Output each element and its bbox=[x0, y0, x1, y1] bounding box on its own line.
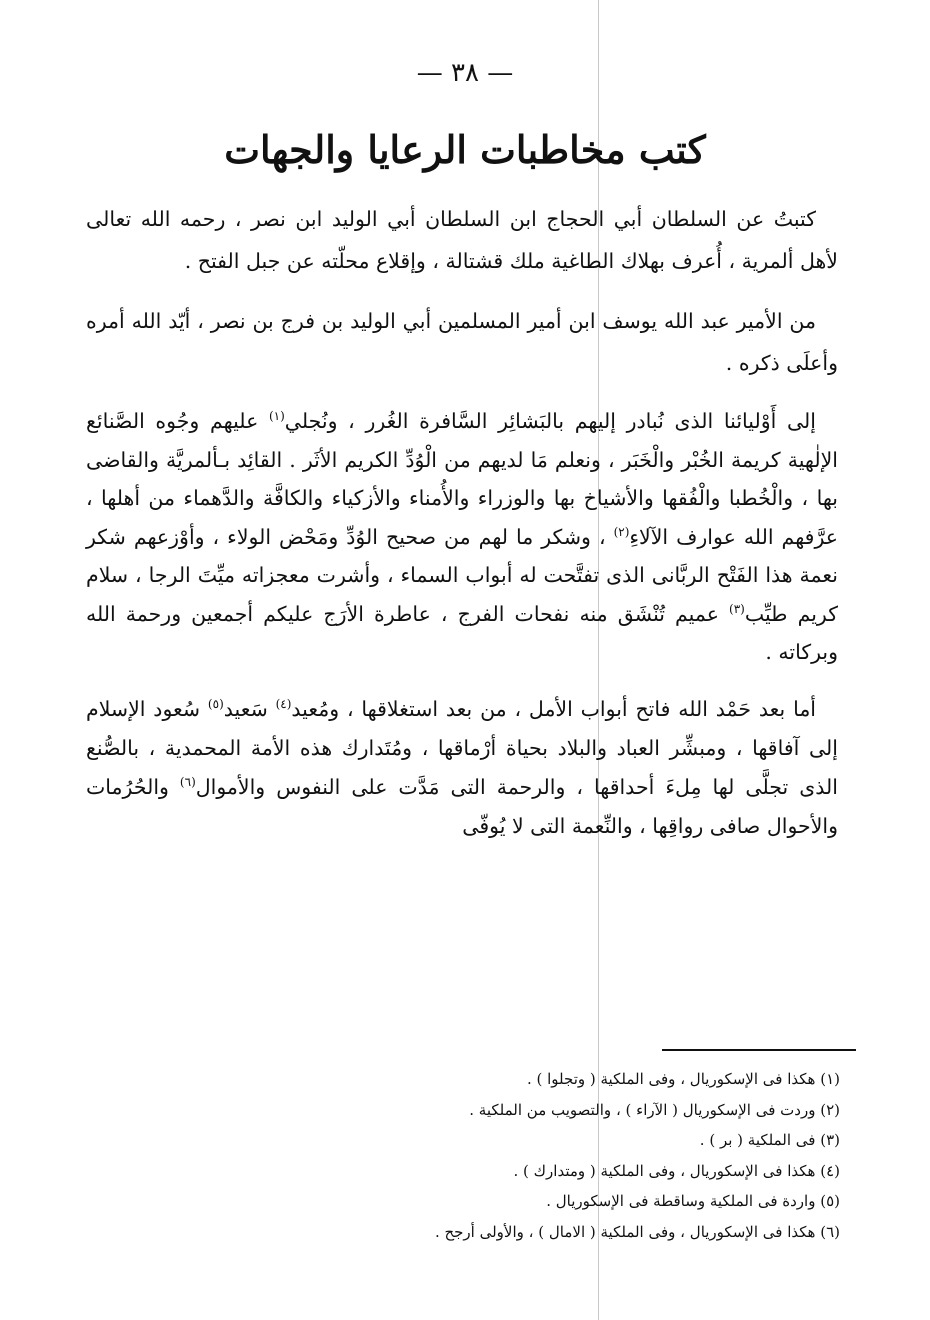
paragraph bbox=[86, 198, 838, 282]
paragraph-text: أما بعد حَمْد الله فاتح أبواب الأمل ، من بعد استغلاقها ، ومُعيد bbox=[291, 696, 816, 721]
footnote-marker: (١) bbox=[268, 409, 285, 424]
paragraph-text: سَعيد bbox=[223, 696, 276, 721]
footnote: (١) هكذا فى الإسكوريال ، وفى الملكية ( وتجلوا ) . bbox=[526, 1070, 840, 1088]
footnote-separator bbox=[662, 1049, 856, 1051]
footnote-marker: (٤) bbox=[275, 696, 292, 711]
paragraph-text: ، وشكر ما لهم من صحيح الوُدِّ ومَحْض الولاء ، وأوْزعهم شكر نعمة هذا الفَتْح الربَّانى الذى تفتَّحت له أبواب السماء ، وأشرت معجزاته ميِّتَ الرجا ، سلام كريم طيِّب bbox=[86, 524, 838, 626]
body-text bbox=[86, 198, 838, 864]
page-number: — ٣٨ — bbox=[416, 58, 514, 88]
footnote: (٦) هكذا فى الإسكوريال ، وفى الملكية ( الامال ) ، والأولى أرجح . bbox=[434, 1222, 840, 1241]
footnote-marker: (٢) bbox=[613, 524, 630, 539]
footnote-marker: (٦) bbox=[179, 774, 196, 789]
paragraph bbox=[86, 690, 838, 846]
paragraph bbox=[86, 402, 838, 672]
chapter-title: كتب مخاطبات الرعايا والجهات bbox=[224, 127, 706, 173]
paragraph-text: عليهم وجُوه الصَّنائع الإلٰهية كريمة الخُبْر والْخَبَر ، ونعلم مَا لديهم من الْوُدِّ الكريم الأثَر . القائِد بـألمريَّة والقاضى بها ، والْخُطبا والْفُقها والأشياخ بها والوزراء والأُمناء والأزكياء والكافَّة والدَّهماء من أهلها ، عرَّفهم الله عوارف الآلاءِ bbox=[86, 409, 838, 549]
paragraph-text: من الأمير عبد الله يوسف ابن أمير المسلمين أبي الوليد بن فرج بن نصر ، أيّد الله أمره وأعلَى ذكره . bbox=[86, 309, 838, 375]
paragraph-text: عميم تُنْشَق منه نفحات الفرج ، عاطرة الأرَج عليكم أجمعين ورحمة الله وبركاته . bbox=[86, 601, 838, 664]
paragraph-text: إلى أَوْليائنا الذى نُبادر إليهم بالبَشائِر السَّافرة الغُرر ، ونُجلي bbox=[284, 409, 816, 433]
paragraph-text: والحُرُمات والأحوال صافى رواقِها ، والنِّعمة التى لا يُوفّى bbox=[86, 774, 838, 838]
footnote-marker: (٣) bbox=[729, 601, 745, 616]
footnote: (٢) وردت فى الإسكوريال ( الآراء ) ، والتصويب من الملكية . bbox=[469, 1100, 840, 1119]
footnote: (٥) واردة فى الملكية وساقطة فى الإسكوريال . bbox=[546, 1192, 840, 1210]
footnote: (٤) هكذا فى الإسكوريال ، وفى الملكية ( ومتدارك ) . bbox=[513, 1161, 840, 1180]
paragraph-text: سُعود الإسلام إلى آفاقها ، ومبشِّر العباد والبلاد بحياة أرْماقها ، ومُتَدارك هذه الأمة المحمدية ، بالصُّنع الذى تجلَّى لها مِلءَ أحداقها ، والرحمة التى مَدَّت على النفوس والأموال bbox=[86, 696, 838, 799]
paragraph-text: كتبتُ عن السلطان أبي الحجاج ابن السلطان أبي الوليد ابن نصر ، رحمه الله تعالى لأهل ألمرية ، أُعرف بهلاك الطاغية ملك قشتالة ، وإقلاع محلّته عن جبل الفتح . bbox=[86, 207, 838, 273]
paragraph bbox=[86, 300, 838, 384]
footnote-marker: (٥) bbox=[207, 696, 224, 711]
footnote: (٣) فى الملكية ( بر ) . bbox=[699, 1131, 840, 1149]
footnotes-list bbox=[300, 1064, 840, 1247]
